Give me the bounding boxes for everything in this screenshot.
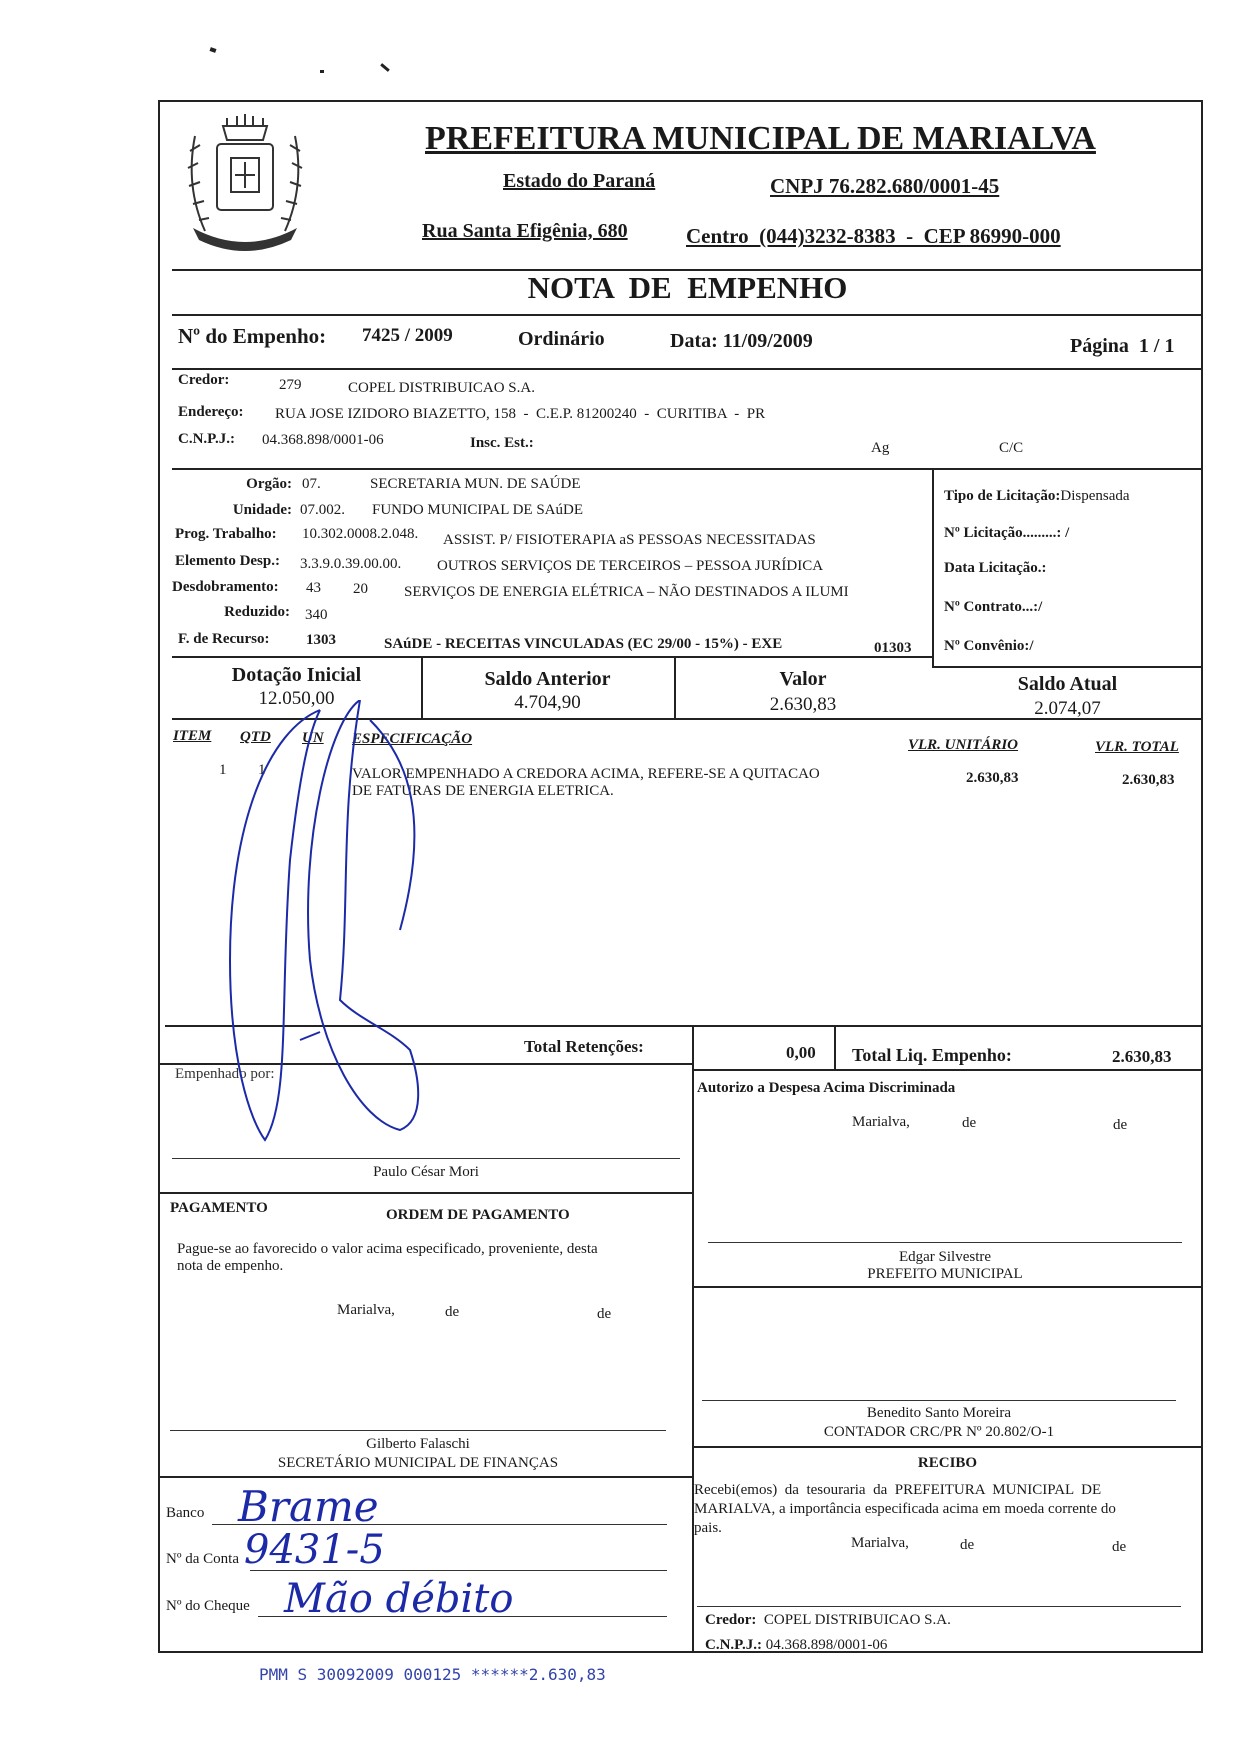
retencoes-label: Total Retenções: xyxy=(524,1037,644,1056)
doc-title: NOTA DE EMPENHO xyxy=(527,270,848,305)
recibo-line2: MARIALVA, a importância especificada acima em moeda corrente do xyxy=(694,1501,1116,1517)
orgao-label: Orgão: xyxy=(246,476,292,492)
credor-cnpj: 04.368.898/0001-06 xyxy=(262,432,384,448)
pagamento-text-line2: nota de empenho. xyxy=(177,1258,284,1274)
crest-banner-text: MARIALVA xyxy=(228,226,275,236)
orgao-name: SECRETARIA MUN. DE SAÚDE xyxy=(370,476,581,492)
prefeito-name: Edgar Silvestre xyxy=(898,1249,992,1265)
conta-value: 9431-5 xyxy=(244,1527,385,1573)
col-un: UN xyxy=(302,730,324,746)
empenho-number-label: Nº do Empenho: xyxy=(178,324,327,348)
empenhado-label: Empenhado por: xyxy=(175,1066,275,1082)
valor-label: Valor xyxy=(779,668,827,690)
recibo-title: RECIBO xyxy=(917,1455,978,1471)
autorizo-de1: de xyxy=(962,1115,977,1131)
recibo-credor-name: COPEL DISTRIBUICAO S.A. xyxy=(763,1612,951,1628)
orgao-code: 07. xyxy=(302,476,321,492)
prog-label: Prog. Trabalho: xyxy=(175,526,277,542)
valor-value: 2.630,83 xyxy=(769,694,837,715)
reduzido-value: 340 xyxy=(305,607,328,623)
recibo-credor xyxy=(705,1612,951,1629)
empenho-date: Data: 11/09/2009 xyxy=(670,330,813,352)
address-label: Endereço: xyxy=(178,404,244,420)
header-cnpj: CNPJ 76.282.680/0001-45 xyxy=(770,174,1000,198)
autorizo-title: Autorizo a Despesa Acima Discriminada xyxy=(697,1080,956,1096)
recibo-line3: pais. xyxy=(694,1520,722,1536)
recibo-credor-label: Credor: xyxy=(705,1612,757,1628)
retencoes-value: 0,00 xyxy=(786,1043,816,1062)
desdobramento-code1: 43 xyxy=(306,580,321,596)
licitacao-tipo-label: Tipo de Licitação: xyxy=(944,488,1061,504)
scan-mark xyxy=(209,47,216,53)
header-contact: Centro (044)3232-8383 - CEP 86990-000 xyxy=(686,224,1061,248)
licitacao-contrato: Nº Contrato...:/ xyxy=(944,599,1043,615)
header-state: Estado do Paraná xyxy=(503,170,656,192)
scan-mark xyxy=(320,70,324,73)
dotacao-inicial-label: Dotação Inicial xyxy=(231,664,362,686)
recibo-cnpj-value: 04.368.898/0001-06 xyxy=(765,1637,888,1653)
unidade-code: 07.002. xyxy=(300,502,345,518)
cheque-label: Nº do Cheque xyxy=(166,1598,250,1614)
licitacao-tipo xyxy=(944,488,1130,505)
unidade-name: FUNDO MUNICIPAL DE SAúDE xyxy=(372,502,583,518)
pagamento-de2: de xyxy=(597,1306,612,1322)
recibo-cnpj-label: C.N.P.J.: xyxy=(705,1637,762,1653)
desdobramento-name: SERVIÇOS DE ENERGIA ELÉTRICA – NÃO DESTINADOS A ILUMI xyxy=(404,584,849,600)
col-item: ITEM xyxy=(173,728,212,744)
item-spec-line2: DE FATURAS DE ENERGIA ELETRICA. xyxy=(352,783,614,799)
contador-role: CONTADOR CRC/PR Nº 20.802/O-1 xyxy=(823,1424,1055,1440)
cc-label: C/C xyxy=(999,440,1024,456)
col-vlr-unitario: VLR. UNITÁRIO xyxy=(908,737,1019,753)
elemento-code: 3.3.9.0.39.00.00. xyxy=(300,556,402,572)
credor-name: COPEL DISTRIBUICAO S.A. xyxy=(348,380,535,396)
recibo-de2: de xyxy=(1112,1539,1127,1555)
saldo-anterior-label: Saldo Anterior xyxy=(484,668,611,690)
dotacao-inicial-value: 12.050,00 xyxy=(258,688,335,709)
empenho-type: Ordinário xyxy=(518,328,605,350)
empenho-number: 7425 / 2009 xyxy=(362,325,453,346)
item-spec-line1: VALOR EMPENHADO A CREDORA ACIMA, REFERE-SE A QUITACAO xyxy=(352,766,820,782)
saldo-anterior-value: 4.704,90 xyxy=(514,692,581,713)
item-vlr-unitario: 2.630,83 xyxy=(966,770,1019,786)
scan-mark xyxy=(380,63,390,72)
recibo-de1: de xyxy=(960,1537,975,1553)
saldo-atual-value: 2.074,07 xyxy=(1034,698,1101,719)
credor-label: Credor: xyxy=(178,372,230,388)
header-address: Rua Santa Efigênia, 680 xyxy=(422,220,628,242)
item-vlr-total: 2.630,83 xyxy=(1122,772,1175,788)
cheque-value: Mão débito xyxy=(284,1576,514,1622)
reduzido-label: Reduzido: xyxy=(224,604,290,620)
recurso-code: 1303 xyxy=(306,632,336,648)
liq-empenho-value: 2.630,83 xyxy=(1112,1047,1172,1066)
header-title: PREFEITURA MUNICIPAL DE MARIALVA xyxy=(425,120,1096,157)
pagamento-city: Marialva, xyxy=(337,1302,395,1318)
insc-label: Insc. Est.: xyxy=(470,435,534,451)
licitacao-tipo-value: Dispensada xyxy=(1060,488,1130,504)
recurso-label: F. de Recurso: xyxy=(178,631,270,647)
liq-empenho-label: Total Liq. Empenho: xyxy=(852,1045,1012,1065)
conta-label: Nº da Conta xyxy=(166,1551,239,1567)
saldo-atual-label: Saldo Atual xyxy=(1017,673,1118,695)
bank-stamp: PMM S 30092009 000125 ******2.630,83 xyxy=(259,1665,606,1684)
licitacao-numero: Nº Licitação.........: / xyxy=(944,525,1070,541)
item-number: 1 xyxy=(219,762,227,778)
credor-code: 279 xyxy=(279,377,302,393)
recibo-cnpj xyxy=(705,1637,887,1654)
prefeito-role: PREFEITO MUNICIPAL xyxy=(867,1266,1023,1282)
banco-value: Brame xyxy=(238,1482,379,1531)
contador-name: Benedito Santo Moreira xyxy=(866,1405,1012,1421)
prog-name: ASSIST. P/ FISIOTERAPIA aS PESSOAS NECESSITADAS xyxy=(443,532,816,548)
pagamento-text-line1: Pague-se ao favorecido o valor acima especificado, proveniente, desta xyxy=(177,1241,598,1257)
licitacao-data: Data Licitação.: xyxy=(944,560,1047,576)
recibo-line1: Recebi(emos) da tesouraria da PREFEITURA MUNICIPAL DE xyxy=(694,1482,1102,1498)
credor-address: RUA JOSE IZIDORO BIAZETTO, 158 - C.E.P. 81200240 - CURITIBA - PR xyxy=(275,406,766,422)
handwritten-signature xyxy=(210,700,440,1150)
cnpj-label: C.N.P.J.: xyxy=(178,431,235,447)
unidade-label: Unidade: xyxy=(232,502,292,518)
recurso-name: SAúDE - RECEITAS VINCULADAS (EC 29/00 - 15%) - EXE xyxy=(384,636,783,652)
recibo-city: Marialva, xyxy=(851,1535,909,1551)
pagamento-de1: de xyxy=(445,1304,460,1320)
item-qtd: 1 xyxy=(258,762,266,778)
autorizo-city: Marialva, xyxy=(852,1114,910,1130)
empenhado-signer: Paulo César Mori xyxy=(373,1164,479,1180)
col-vlr-total: VLR. TOTAL xyxy=(1095,739,1179,755)
secretario-role: SECRETÁRIO MUNICIPAL DE FINANÇAS xyxy=(277,1455,559,1471)
desdobramento-label: Desdobramento: xyxy=(172,579,279,595)
banco-label: Banco xyxy=(166,1505,205,1521)
page-number: Página 1 / 1 xyxy=(1070,335,1175,357)
recurso-suffix: 01303 xyxy=(874,640,912,656)
col-especificacao: ESPECIFICAÇÃO xyxy=(352,731,473,747)
ordem-pagamento-title: ORDEM DE PAGAMENTO xyxy=(386,1207,570,1223)
secretario-name: Gilberto Falaschi xyxy=(366,1436,470,1452)
elemento-name: OUTROS SERVIÇOS DE TERCEIROS – PESSOA JURÍDICA xyxy=(437,558,824,574)
licitacao-convenio: Nº Convênio:/ xyxy=(944,638,1034,654)
autorizo-de2: de xyxy=(1113,1117,1128,1133)
col-qtd: QTD xyxy=(240,729,271,745)
prog-code: 10.302.0008.2.048. xyxy=(302,526,419,542)
elemento-label: Elemento Desp.: xyxy=(175,553,280,569)
pagamento-title: PAGAMENTO xyxy=(170,1200,268,1216)
desdobramento-code2: 20 xyxy=(353,581,368,597)
ag-label: Ag xyxy=(871,440,890,456)
